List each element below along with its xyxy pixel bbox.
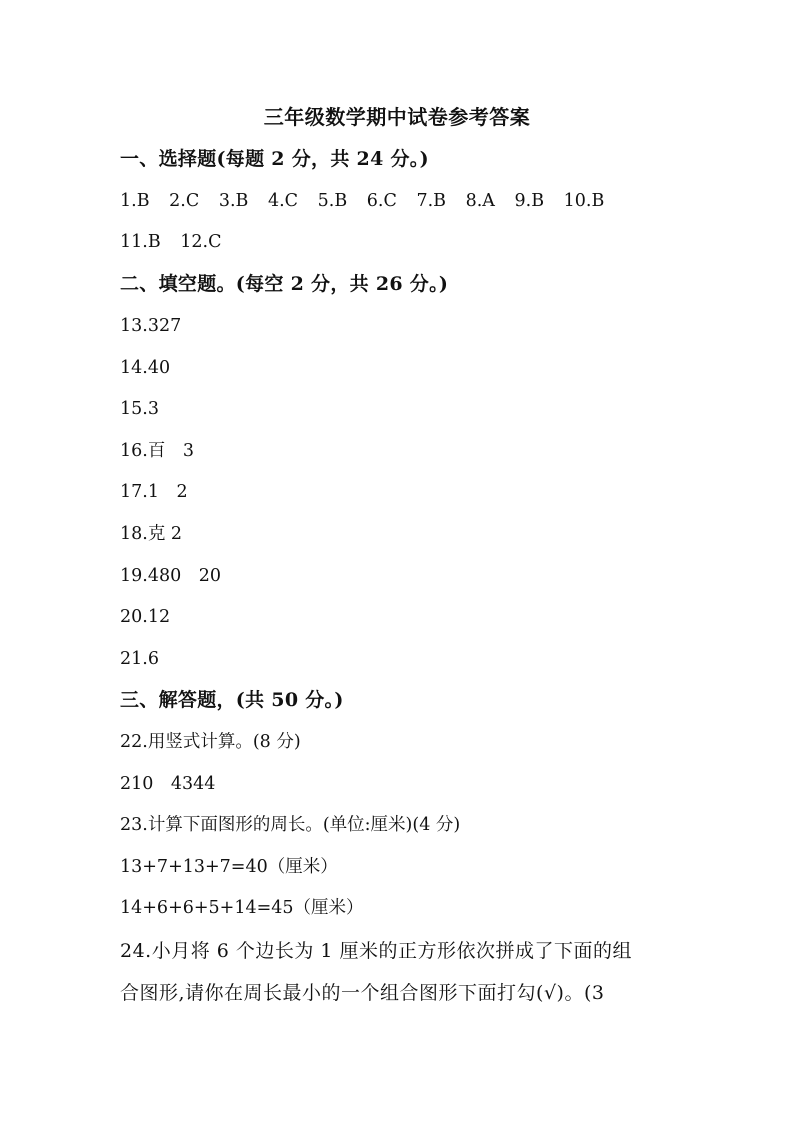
section-heading-multiple-choice: 一、选择题(每题 2 分，共 24 分。) bbox=[120, 148, 429, 170]
question-23-answer-1: 13+7+13+7=40（厘米） bbox=[120, 857, 338, 877]
choice-answer: 11.B bbox=[120, 232, 161, 252]
fill-in-answer: 21.6 bbox=[120, 649, 159, 669]
page-title: 三年级数学期中试卷参考答案 bbox=[263, 105, 531, 129]
fill-in-answer: 20.12 bbox=[120, 607, 171, 627]
fill-in-answer: 14.40 bbox=[120, 358, 171, 378]
choice-answer: 8.A bbox=[465, 191, 495, 211]
choice-answer: 10.B bbox=[563, 191, 605, 211]
fill-in-answer: 17.1 2 bbox=[120, 482, 188, 502]
choice-answers-row-2 bbox=[120, 228, 236, 256]
section-heading-fill-in: 二、填空题。(每空 2 分，共 26 分。) bbox=[120, 273, 449, 295]
choice-answer: 6.C bbox=[366, 191, 397, 211]
question-23-answer-2: 14+6+6+5+14=45（厘米） bbox=[120, 898, 364, 918]
section-heading-solve: 三、解答题，(共 50 分。) bbox=[120, 689, 344, 711]
choice-answer: 5.B bbox=[317, 191, 348, 211]
choice-answer: 12.C bbox=[180, 232, 222, 252]
choice-answer: 1.B bbox=[120, 191, 150, 211]
question-24-line-2: 合图形,请你在周长最小的一个组合图形下面打勾(√)。(3 bbox=[120, 982, 605, 1004]
fill-in-answer: 13.327 bbox=[120, 316, 182, 336]
choice-answer: 7.B bbox=[416, 191, 446, 211]
question-23: 23.计算下面图形的周长。(单位:厘米)(4 分) bbox=[120, 815, 461, 835]
fill-in-answer: 16.百 3 bbox=[120, 441, 194, 461]
fill-in-answer: 15.3 bbox=[120, 399, 159, 419]
choice-answer: 3.B bbox=[218, 191, 249, 211]
choice-answer: 9.B bbox=[514, 191, 545, 211]
question-22-answer: 210 4344 bbox=[120, 774, 216, 794]
choice-answer: 4.C bbox=[267, 191, 299, 211]
fill-in-answer: 18.克 2 bbox=[120, 524, 183, 544]
question-24-line-1: 24.小月将 6 个边长为 1 厘米的正方形依次拼成了下面的组 bbox=[120, 940, 633, 962]
choice-answers-row-1 bbox=[120, 187, 618, 215]
question-22: 22.用竖式计算。(8 分) bbox=[120, 732, 301, 752]
fill-in-answer: 19.480 20 bbox=[120, 566, 222, 586]
choice-answer: 2.C bbox=[169, 191, 200, 211]
